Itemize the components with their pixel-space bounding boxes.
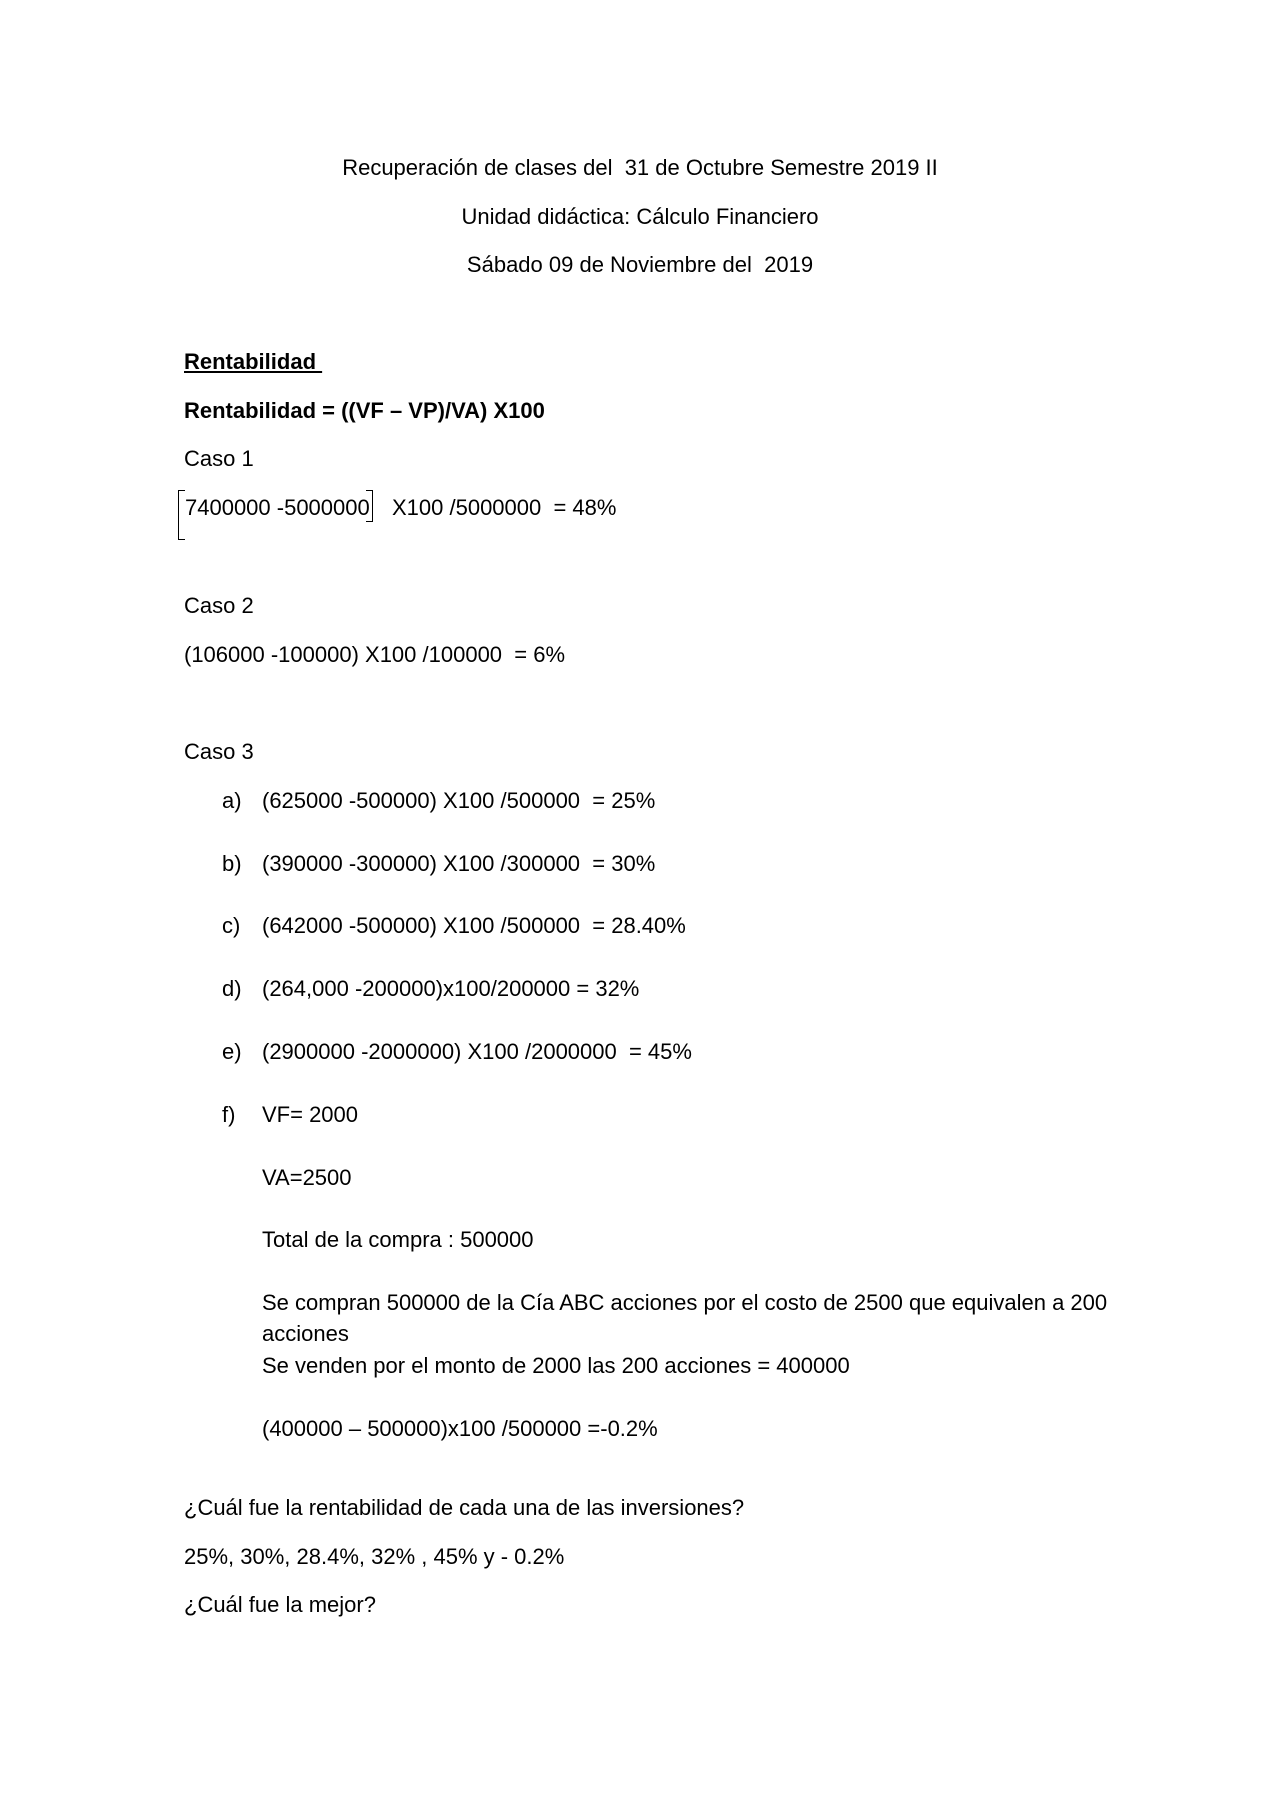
list-marker: f) bbox=[222, 1102, 236, 1127]
caso1-bracket-expression: 7400000 -5000000 bbox=[185, 495, 370, 520]
f-total: Total de la compra : 500000 bbox=[262, 1227, 534, 1252]
header-line-3: Sábado 09 de Noviembre del 2019 bbox=[466, 252, 814, 277]
caso1-title: Caso 1 bbox=[184, 446, 254, 471]
f-calculo: (400000 – 500000)x100 /500000 =-0.2% bbox=[262, 1416, 658, 1441]
f-va: VA=2500 bbox=[262, 1165, 352, 1190]
caso1-rest: X100 /5000000 = 48% bbox=[392, 495, 617, 520]
caso2-expression: (106000 -100000) X100 /100000 = 6% bbox=[184, 642, 566, 667]
header-line-2: Unidad didáctica: Cálculo Financiero bbox=[461, 204, 819, 229]
caso1-left-bracket bbox=[178, 490, 185, 540]
list-item-text: (642000 -500000) X100 /500000 = 28.40% bbox=[262, 913, 686, 938]
f-venta: Se venden por el monto de 2000 las 200 acciones = 400000 bbox=[262, 1353, 850, 1378]
list-marker: a) bbox=[222, 788, 242, 813]
caso2-title: Caso 2 bbox=[184, 593, 254, 618]
caso1-right-bracket bbox=[366, 490, 373, 522]
section-title: Rentabilidad bbox=[184, 349, 323, 374]
list-marker: c) bbox=[222, 913, 241, 938]
list-marker: b) bbox=[222, 851, 242, 876]
header-line-1: Recuperación de clases del 31 de Octubre Semestre 2019 II bbox=[342, 155, 938, 180]
list-marker: e) bbox=[222, 1039, 242, 1064]
f-compra-line1: Se compran 500000 de la Cía ABC acciones por el costo de 2500 que equivalen a 200 bbox=[262, 1290, 1108, 1315]
list-marker: d) bbox=[222, 976, 242, 1001]
list-item-text: (264,000 -200000)x100/200000 = 32% bbox=[262, 976, 640, 1001]
formula: Rentabilidad = ((VF – VP)/VA) X100 bbox=[184, 398, 545, 423]
list-item-text: (390000 -300000) X100 /300000 = 30% bbox=[262, 851, 656, 876]
list-item-text: (2900000 -2000000) X100 /2000000 = 45% bbox=[262, 1039, 692, 1064]
list-item-text: VF= 2000 bbox=[262, 1102, 359, 1127]
list-item-text: (625000 -500000) X100 /500000 = 25% bbox=[262, 788, 656, 813]
question-2: ¿Cuál fue la mejor? bbox=[184, 1592, 376, 1617]
f-compra-line2: acciones bbox=[262, 1321, 349, 1346]
caso3-title: Caso 3 bbox=[184, 739, 254, 764]
answer-1: 25%, 30%, 28.4%, 32% , 45% y - 0.2% bbox=[184, 1544, 565, 1569]
question-1: ¿Cuál fue la rentabilidad de cada una de las inversiones? bbox=[184, 1495, 745, 1520]
